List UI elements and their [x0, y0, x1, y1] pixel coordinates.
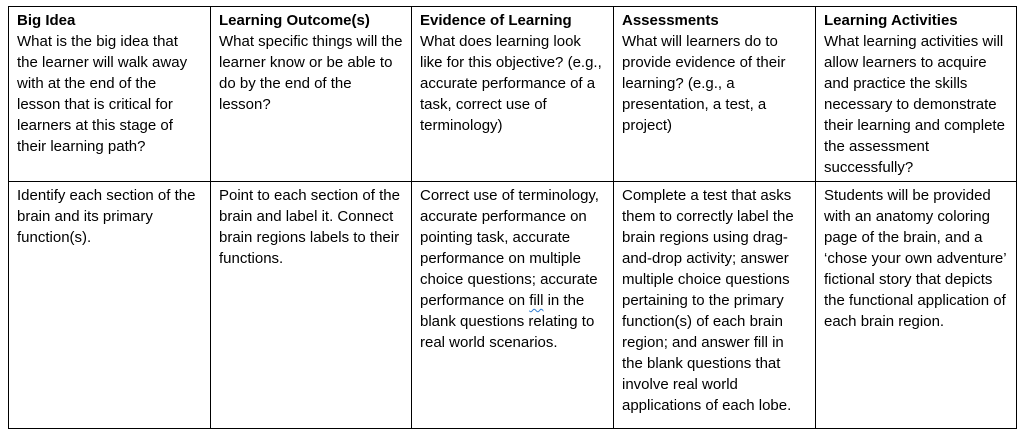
header-cell-learning-activities	[816, 7, 1017, 182]
column-title: Evidence of Learning	[420, 12, 572, 29]
cell-assessments: Complete a test that asks them to correctly label the brain regions using drag-and-drop activity; answer multiple choice questions pertaining to the primary function(s) of each brain region; and answer fill in the blank questions that involve real world applications of each lobe.	[614, 182, 816, 429]
column-title: Learning Outcome(s)	[219, 12, 370, 29]
spellcheck-flagged-word[interactable]: fill	[529, 292, 544, 309]
header-cell-big-idea	[9, 7, 211, 182]
cell-learning-activities: Students will be provided with an anatomy coloring page of the brain, and a ‘chose your own adventure’ fictional story that depicts the functional application of each brain region.	[816, 182, 1017, 429]
column-description: What learning activities will allow learners to acquire and practice the skills necessary to demonstrate their learning and complete the assessment successfully?	[824, 33, 1005, 176]
lesson-plan-table	[8, 6, 1017, 429]
header-cell-evidence-of-learning	[412, 7, 614, 182]
column-description: What will learners do to provide evidence of their learning? (e.g., a presentation, a test, a project)	[622, 33, 786, 134]
header-row	[9, 7, 1017, 182]
column-description: What specific things will the learner know or be able to do by the end of the lesson?	[219, 33, 403, 113]
column-title: Big Idea	[17, 12, 76, 29]
header-cell-assessments	[614, 7, 816, 182]
content-row	[9, 182, 1017, 429]
cell-evidence-of-learning	[412, 182, 614, 429]
evidence-text-before: Correct use of terminology, accurate performance on pointing task, accurate performance on multiple choice questions; accurate performance on	[420, 187, 599, 309]
column-description: What does learning look like for this objective? (e.g., accurate performance of a task, correct use of terminology)	[420, 33, 602, 134]
column-title: Learning Activities	[824, 12, 958, 29]
header-cell-learning-outcomes	[211, 7, 412, 182]
column-description: What is the big idea that the learner will walk away with at the end of the lesson that is critical for learners at this stage of their learning path?	[17, 33, 188, 155]
cell-big-idea: Identify each section of the brain and its primary function(s).	[9, 182, 211, 429]
evidence-text-after: in the blank questions relating to real world scenarios.	[420, 292, 595, 351]
column-title: Assessments	[622, 12, 719, 29]
cell-learning-outcomes: Point to each section of the brain and label it. Connect brain regions labels to their functions.	[211, 182, 412, 429]
